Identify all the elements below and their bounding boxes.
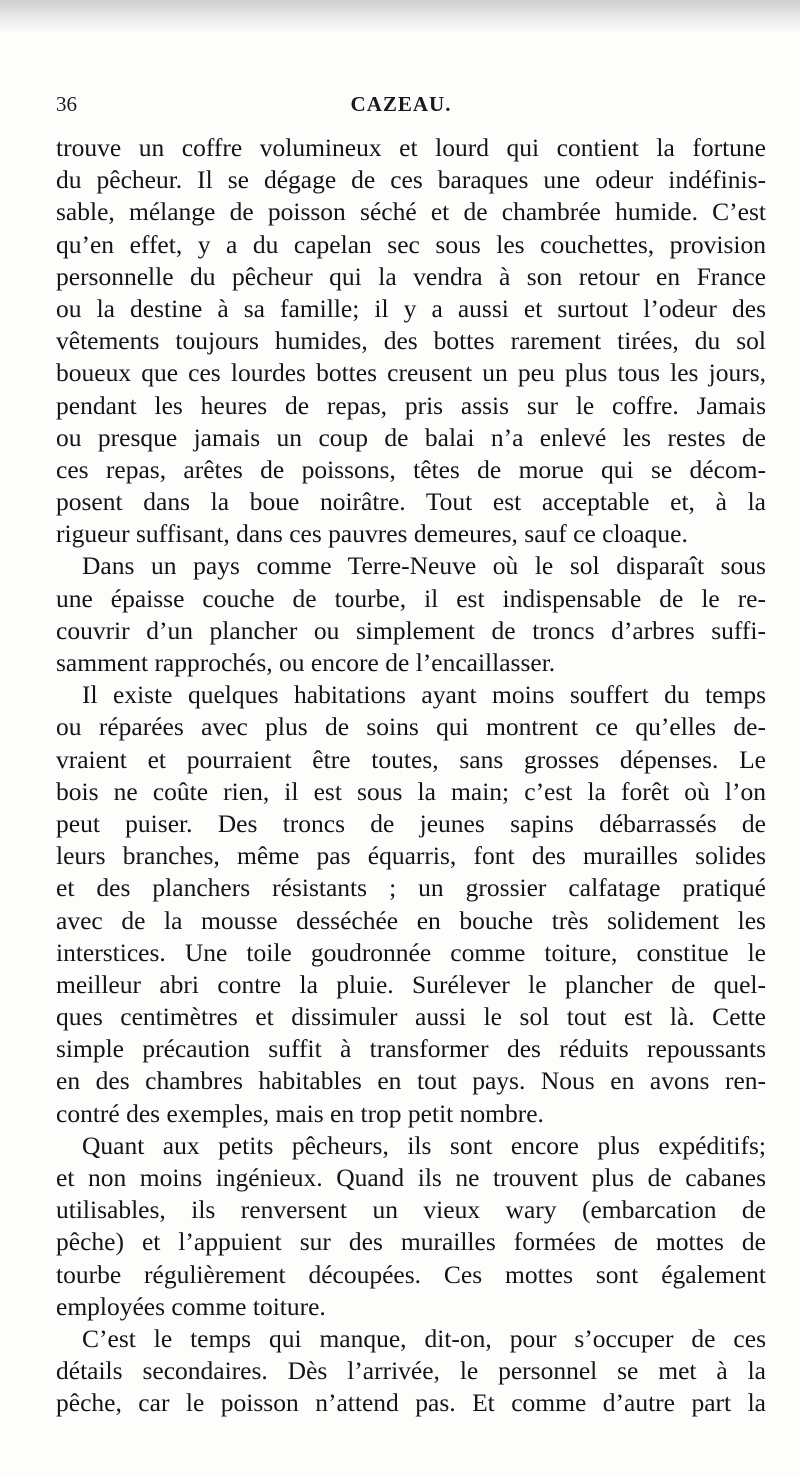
text-line: pêche, car le poisson n’attend pas. Et comme d’autre part la [56,1388,766,1418]
text-line: leurs branches, même pas équarris, font des murailles solides [56,841,766,871]
text-line: C’est le temps qui manque, dit-on, pour s’occuper de ces [82,1323,766,1353]
text-line: personnelle du pêcheur qui la vendra à son retour en France [56,261,766,291]
text-line: ques centimètres et dissimuler aussi le sol tout est là. Cette [56,1002,766,1032]
text-line: interstices. Une toile goudronnée comme toiture, constitue le [56,937,766,967]
text-line: ou réparées avec plus de soins qui montrent ce qu’elles de- [56,712,766,742]
text-line: une épaisse couche de tourbe, il est indispensable de le re- [56,583,766,613]
scan-top-shadow [0,0,800,34]
text-line: contré des exemples, mais en trop petit nombre. [56,1098,544,1128]
text-line: avec de la mousse desséchée en bouche très solidement les [56,905,766,935]
text-line: en des chambres habitables en tout pays. Nous en avons ren- [56,1066,766,1096]
text-line: pêche) et l’appuient sur des murailles formées de mottes de [56,1227,766,1257]
running-head [56,92,746,120]
text-line: Quant aux petits pêcheurs, ils sont encore plus expéditifs; [82,1130,766,1160]
text-line: bois ne coûte rien, il est sous la main; c’est la forêt où l’on [56,776,766,806]
text-line: détails secondaires. Dès l’arrivée, le personnel se met à la [56,1356,766,1386]
text-line: Il existe quelques habitations ayant moins souffert du temps [82,680,766,710]
text-line: Dans un pays comme Terre-Neuve où le sol disparaît sous [82,551,766,581]
text-line: et non moins ingénieux. Quand ils ne trouvent plus de cabanes [56,1163,766,1192]
body-text [56,132,766,1420]
running-title: CAZEAU. [350,92,452,116]
text-line: peut puiser. Des troncs de jeunes sapins débarrassés de [56,808,766,838]
text-line: ou la destine à sa famille; il y a aussi et surtout l’odeur des [56,293,766,323]
text-line: utilisables, ils renversent un vieux wary (embarcation de [56,1195,766,1225]
text-line: employées comme toiture. [56,1291,326,1321]
text-line: tourbe régulièrement découpées. Ces mottes sont également [56,1259,766,1289]
text-line: du pêcheur. Il se dégage de ces baraques une odeur indéfinis- [56,165,766,195]
text-line: pendant les heures de repas, pris assis sur le coffre. Jamais [56,390,766,420]
text-line: et des planchers résistants ; un grossier calfatage pratiqué [56,873,766,903]
text-line: ou presque jamais un coup de balai n’a enlevé les restes de [56,422,766,452]
text-line: couvrir d’un plancher ou simplement de troncs d’arbres suffi- [56,615,766,645]
text-line: samment rapprochés, ou encore de l’encaillasser. [56,648,556,677]
text-line: vêtements toujours humides, des bottes rarement tirées, du sol [56,326,766,356]
text-line: meilleur abri contre la pluie. Surélever le plancher de quel- [56,969,766,999]
text-line: trouve un coffre volumineux et lourd qui contient la fortune [56,133,766,162]
text-line: rigueur suffisant, dans ces pauvres demeures, sauf ce cloaque. [56,519,688,549]
page-number: 36 [56,92,77,116]
text-line: vraient et pourraient être toutes, sans grosses dépenses. Le [56,744,766,774]
text-line: posent dans la boue noirâtre. Tout est acceptable et, à la [56,487,766,517]
text-line: boueux que ces lourdes bottes creusent un peu plus tous les jours, [56,358,766,388]
text-line: simple précaution suffit à transformer des réduits repoussants [56,1034,766,1064]
text-line: sable, mélange de poisson séché et de chambrée humide. C’est [56,197,766,227]
text-line: qu’en effet, y a du capelan sec sous les couchettes, provision [56,229,766,259]
text-line: ces repas, arêtes de poissons, têtes de morue qui se décom- [56,454,766,484]
